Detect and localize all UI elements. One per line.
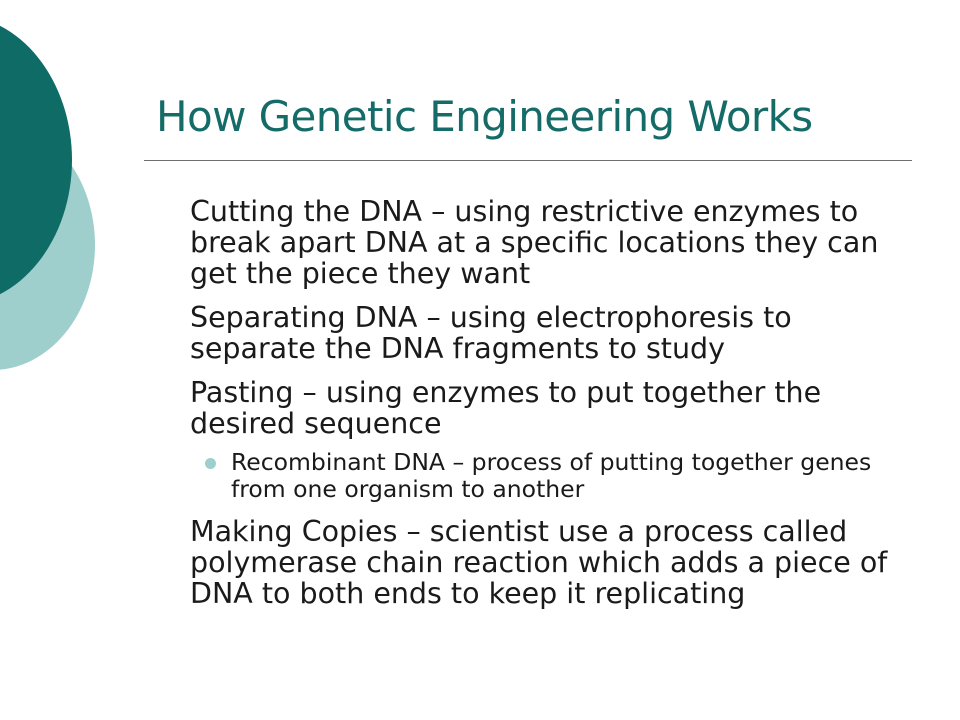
bullet-item	[155, 377, 925, 503]
bullet-item	[155, 302, 925, 364]
bullet-text: Pasting – using enzymes to put together the desired sequence	[190, 376, 822, 440]
bullet-text: Making Copies – scientist use a process called polymerase chain reaction which adds a piece of DNA to both ends to keep it replicating	[190, 515, 888, 610]
bullet-list	[155, 196, 925, 622]
sub-bullet-list	[190, 449, 925, 503]
filled-circle-bullet-icon	[205, 458, 216, 469]
bullet-item	[155, 196, 925, 289]
bullet-item	[155, 516, 925, 609]
slide-title: How Genetic Engineering Works	[156, 92, 813, 141]
sub-bullet-text: Recombinant DNA – process of putting together genes from one organism to another	[231, 448, 872, 503]
title-divider	[144, 160, 912, 161]
sub-bullet-item	[190, 449, 925, 503]
bullet-text: Separating DNA – using electrophoresis to separate the DNA fragments to study	[190, 301, 792, 365]
bullet-text: Cutting the DNA – using restrictive enzymes to break apart DNA at a specific locations they can get the piece they want	[190, 195, 879, 290]
